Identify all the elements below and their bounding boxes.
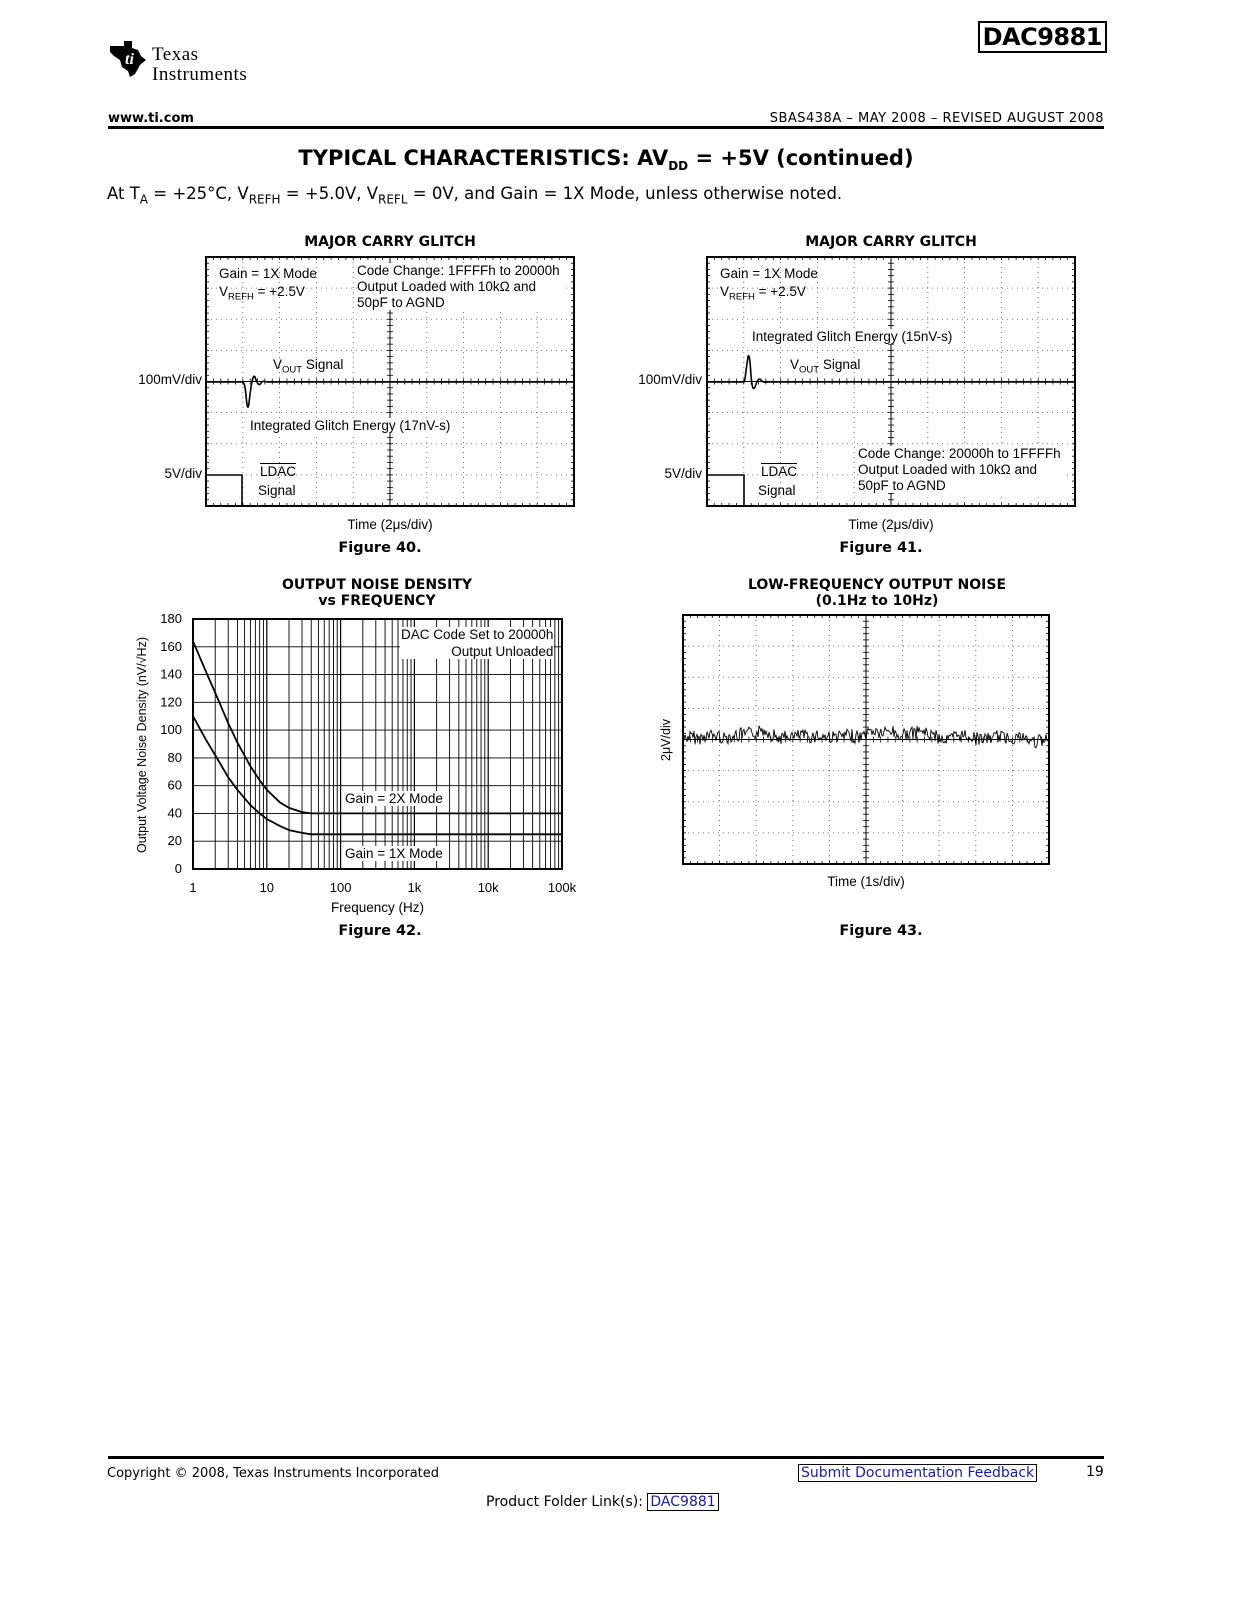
y-tick-label: 100: [160, 722, 182, 738]
series-line-1x: [193, 716, 562, 834]
vout-text: V: [790, 357, 800, 372]
section-title-sub: DD: [668, 159, 689, 174]
fig43-xlabel: Time (1s/div): [827, 874, 905, 889]
vref-post: = +2.5V: [754, 284, 806, 299]
logo-line-1: Texas: [152, 44, 199, 65]
fig40-xlabel: Time (2μs/div): [347, 517, 433, 532]
vref-sub: REFH: [228, 291, 254, 303]
website-link[interactable]: www.ti.com: [108, 111, 194, 126]
fig42-label-1x: Gain = 1X Mode: [345, 846, 443, 861]
logo-line-2: Instruments: [152, 64, 248, 85]
fig40-signal-label: Signal: [258, 483, 296, 498]
x-tick-label: 1: [189, 880, 197, 895]
submit-feedback-link[interactable]: Submit Documentation Feedback: [798, 1464, 1037, 1482]
svg-text:ti: ti: [125, 51, 134, 68]
y-tick-label: 120: [160, 694, 182, 710]
y-tick-label: 180: [160, 611, 182, 626]
fig41-ldac-label: LDAC: [761, 464, 798, 479]
conditions-text: [107, 184, 842, 206]
code-line-2: Output Loaded with 10kΩ and: [858, 462, 1037, 477]
product-folder: [486, 1494, 719, 1510]
fig41-vout-label: [790, 357, 860, 376]
y-tick-label: 60: [167, 777, 182, 793]
vout-post: Signal: [819, 357, 861, 372]
section-title: [0, 146, 1212, 173]
fig42-label-2x: Gain = 2X Mode: [345, 791, 443, 806]
code-line-2: Output Loaded with 10kΩ and: [357, 279, 536, 294]
part-number: DAC9881: [978, 21, 1107, 53]
series-line-2x: [193, 641, 562, 813]
cond-part: = +25°C, V: [148, 184, 249, 203]
product-folder-link[interactable]: DAC9881: [647, 1493, 718, 1511]
fig42-note: [400, 627, 554, 659]
fig42-ylabel: Output Voltage Noise Density (nV/√Hz): [135, 637, 149, 853]
fig42-title-line-1: OUTPUT NOISE DENSITY: [281, 577, 473, 593]
y-tick-label: 20: [167, 833, 182, 849]
fig41-scale-5v: 5V/div: [664, 466, 702, 481]
fig42-note-line-2: Output Unloaded: [451, 644, 554, 659]
fig42-title: [193, 577, 561, 609]
fig43-caption: Figure 43.: [839, 923, 923, 939]
doc-id: SBAS438A – MAY 2008 – REVISED AUGUST 2008: [769, 111, 1104, 126]
ldac-trace: [206, 475, 242, 506]
code-line-3: 50pF to AGND: [858, 478, 946, 493]
cond-part: = 0V, and Gain = 1X Mode, unless otherwise noted.: [407, 184, 843, 203]
fig40-scale-100mv: 100mV/div: [138, 372, 202, 387]
cond-part: = +5.0V, V: [280, 184, 379, 203]
vout-post: Signal: [302, 357, 344, 372]
fig42-xlabel: Frequency (Hz): [330, 900, 425, 915]
y-tick-label: 0: [174, 861, 182, 876]
fig41-xlabel: Time (2μs/div): [848, 517, 934, 532]
fig41-code-label: [858, 446, 1063, 493]
fig43-title-line-2: (0.1Hz to 10Hz): [815, 593, 939, 609]
vout-sub: OUT: [799, 364, 820, 376]
fig41-gain-label: Gain = 1X Mode: [720, 266, 818, 281]
fig41-title: MAJOR CARRY GLITCH: [805, 234, 977, 250]
fig42-caption: Figure 42.: [338, 923, 422, 939]
code-line-1: Code Change: 1FFFFh to 20000h: [357, 263, 560, 278]
product-folder-label: Product Folder Link(s):: [486, 1494, 648, 1510]
cond-sub: REFH: [248, 192, 281, 207]
vout-sub: OUT: [282, 364, 303, 376]
fig41-energy-label: Integrated Glitch Energy (15nV-s): [752, 329, 953, 344]
fig43-title: [693, 577, 1061, 609]
vref-post: = +2.5V: [253, 284, 305, 299]
cond-part: At T: [107, 184, 140, 203]
section-title-text: TYPICAL CHARACTERISTICS: AV: [298, 146, 669, 170]
fig43-ylabel: 2μV/div: [659, 719, 673, 761]
fig40-vout-label: [273, 357, 343, 376]
x-tick-label: 100k: [547, 880, 577, 895]
fig43-title-line-1: LOW-FREQUENCY OUTPUT NOISE: [747, 577, 1007, 593]
section-title-post: = +5V (continued): [688, 146, 914, 170]
vref-text: V: [720, 284, 730, 299]
fig41-vref-label: [720, 284, 806, 303]
ti-logo-icon: [108, 40, 148, 78]
fig40-gain-label: Gain = 1X Mode: [219, 266, 317, 281]
fig42-note-line-1: DAC Code Set to 20000h: [401, 627, 554, 642]
cond-sub: REFL: [378, 192, 408, 207]
x-tick-label: 10: [259, 880, 275, 895]
fig40-ldac-label: LDAC: [260, 464, 297, 479]
page-number: 19: [1086, 1464, 1104, 1480]
y-tick-label: 80: [167, 749, 182, 765]
fig40-code-label: [357, 263, 562, 310]
code-line-1: Code Change: 20000h to 1FFFFh: [858, 446, 1061, 461]
x-tick-label: 100: [329, 880, 352, 895]
ldac-trace: [707, 475, 744, 506]
fig41-scale-100mv: 100mV/div: [638, 372, 702, 387]
fig40-vref-label: [219, 284, 305, 303]
code-line-3: 50pF to AGND: [357, 295, 445, 310]
cond-sub: A: [139, 192, 149, 207]
copyright: Copyright © 2008, Texas Instruments Incorporated: [107, 1466, 440, 1481]
fig41-caption: Figure 41.: [839, 540, 923, 556]
fig43-scope: [683, 615, 1049, 864]
fig41-signal-label: Signal: [758, 483, 796, 498]
y-tick-label: 140: [160, 666, 182, 682]
footer-rule: [108, 1456, 1104, 1459]
y-tick-label: 40: [167, 805, 182, 821]
header-rule: [108, 126, 1104, 129]
vref-text: V: [219, 284, 229, 299]
vref-sub: REFH: [729, 291, 755, 303]
x-tick-label: 1k: [407, 880, 422, 895]
fig40-caption: Figure 40.: [338, 540, 422, 556]
fig40-scale-5v: 5V/div: [164, 466, 202, 481]
ti-logo-text: [152, 45, 247, 85]
vout-text: V: [273, 357, 283, 372]
fig42-title-line-2: vs FREQUENCY: [318, 593, 436, 609]
y-tick-label: 160: [160, 638, 182, 654]
x-tick-label: 10k: [477, 880, 499, 895]
fig40-energy-label: Integrated Glitch Energy (17nV-s): [250, 418, 451, 433]
fig40-title: MAJOR CARRY GLITCH: [304, 234, 476, 250]
